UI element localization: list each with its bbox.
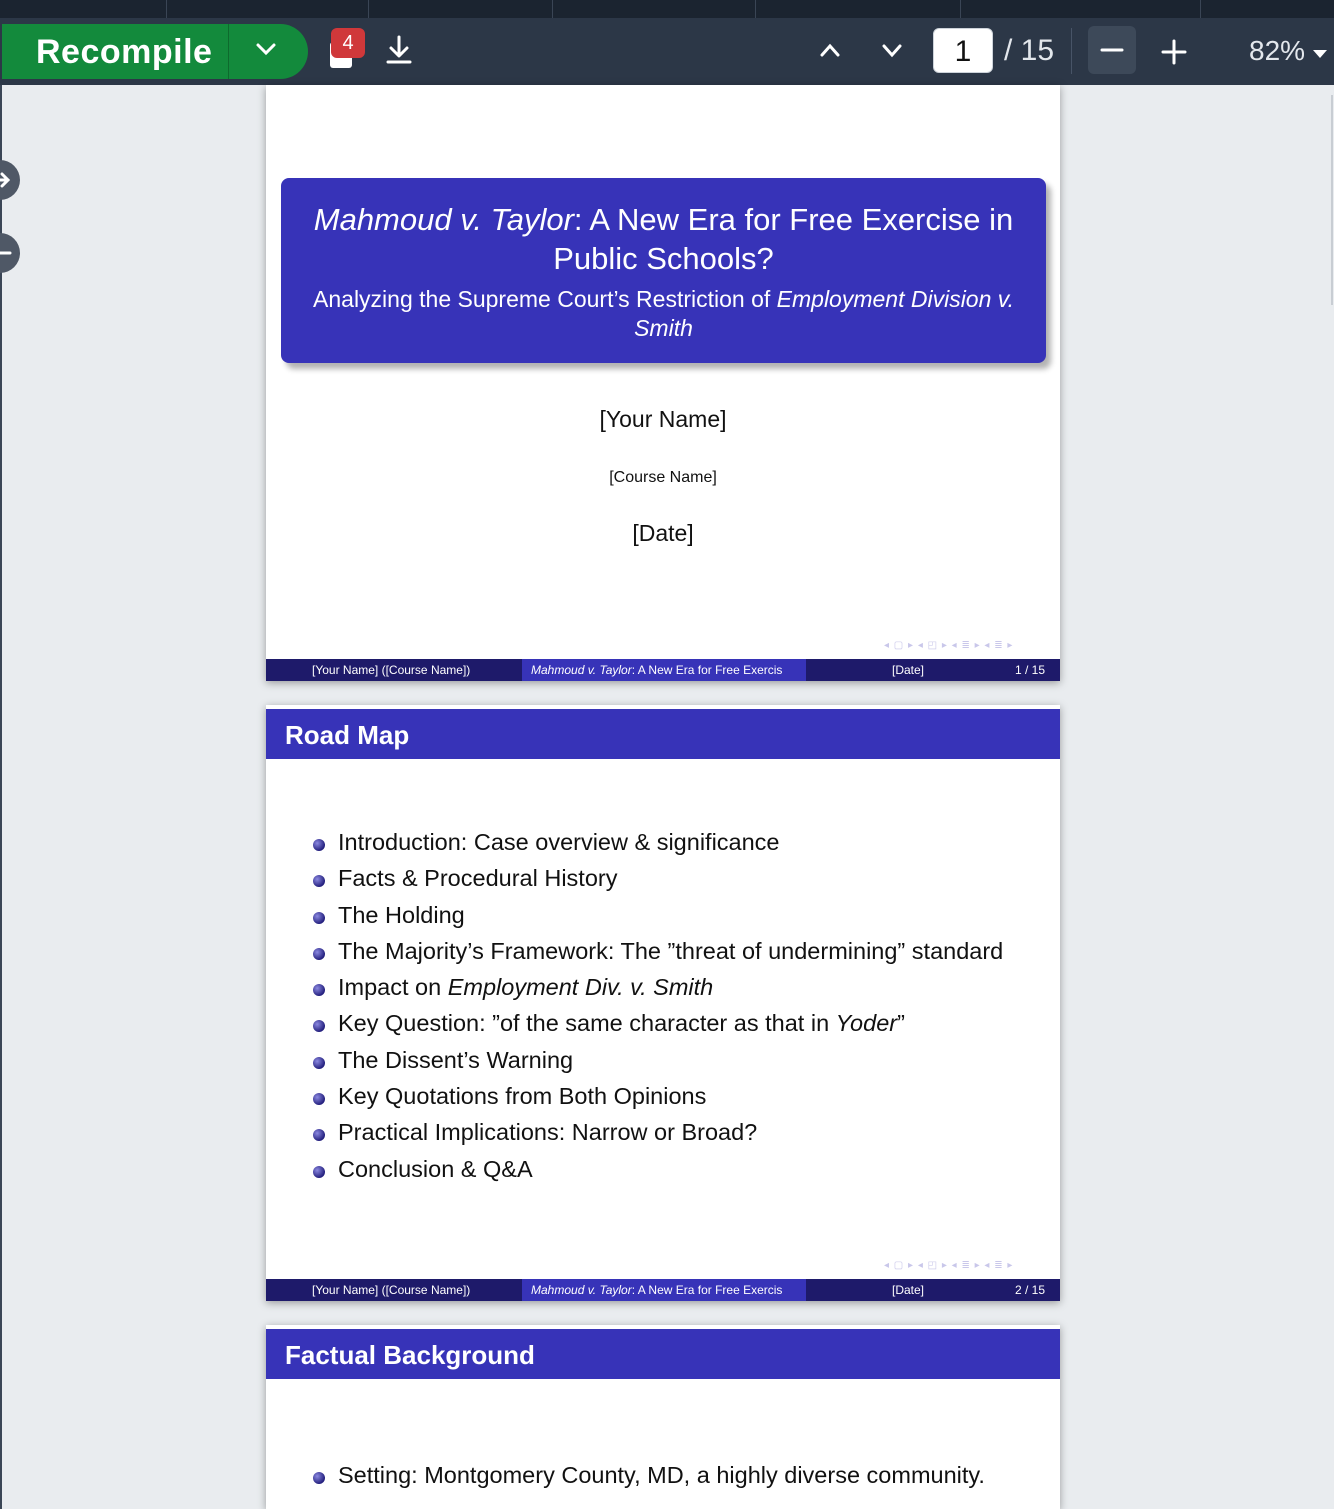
window-top-strip xyxy=(0,0,1334,18)
title-block xyxy=(281,178,1046,363)
minus-icon xyxy=(1088,26,1136,74)
footer-author: [Your Name] ([Course Name]) xyxy=(312,1283,471,1297)
bullet-icon xyxy=(313,1020,325,1032)
author-name: [Your Name] xyxy=(599,406,727,432)
recompile-button[interactable] xyxy=(2,24,308,79)
next-page-icon[interactable] xyxy=(880,40,904,65)
frame-title-bar xyxy=(266,709,1060,759)
caret-down-icon[interactable] xyxy=(1312,46,1328,64)
plus-icon xyxy=(1160,38,1188,66)
pdf-toolbar xyxy=(0,18,1334,85)
footer-date: [Date] xyxy=(892,1283,925,1297)
bullet-icon xyxy=(313,1472,325,1484)
scrollbar[interactable] xyxy=(1331,95,1333,305)
zoom-in-button[interactable] xyxy=(1160,38,1188,71)
slide-title: Mahmoud v. Taylor: A New Era for Free Exercise in Public Schools? xyxy=(313,202,1014,276)
footer-page-number: 2 / 15 xyxy=(1015,1283,1046,1297)
footer-date: [Date] xyxy=(892,663,925,677)
beamer-nav-icons[interactable]: ◂ ▢ ▸ ◂ ◰ ▸ ◂ ≣ ▸ ◂ ≣ ▸ xyxy=(884,640,1014,651)
editor-panel-edge[interactable] xyxy=(0,85,2,1509)
footer-author: [Your Name] ([Course Name]) xyxy=(312,663,471,677)
bullet-icon xyxy=(313,1057,325,1069)
bullet-icon xyxy=(313,1093,325,1105)
footer-title: Mahmoud v. Taylor: A New Era for Free Exercis xyxy=(531,1283,783,1297)
footer-page-number: 1 / 15 xyxy=(1015,663,1046,677)
pdf-page-1 xyxy=(266,85,1060,681)
error-count-badge[interactable]: 4 xyxy=(331,28,365,58)
zoom-level-select[interactable]: 82% xyxy=(1249,35,1306,66)
bullet-icon xyxy=(313,1129,325,1141)
expand-editor-icon[interactable] xyxy=(0,160,20,200)
bullet-icon xyxy=(313,948,325,960)
zoom-out-button[interactable] xyxy=(1088,26,1136,74)
course-name: [Course Name] xyxy=(609,469,717,486)
pdf-page-3: Factual Background Setting: Montgomery County, MD, a highly diverse community. xyxy=(266,1325,1060,1509)
chevron-down-icon[interactable] xyxy=(254,40,278,65)
slide-footer xyxy=(266,659,1060,681)
collapse-editor-icon[interactable] xyxy=(0,233,20,273)
pdf-page-2: Road Map Introduction: Case overview & significance Facts & Procedural History The Holding The Majority’s Framework: The ”threat of undermining” standard Impact on Employment Div. v. Smith Key Question: ”of the same character as that in Yoder” The Dissent’s Warning Key Quotations from Both Opinions Practical Implications: Narrow or Broad? Conclusion & Q&A ◂ ▢ ▸ ◂ ◰ ▸ ◂ ≣ ▸ ◂ ≣ ▸ [Your Name] ([Course Name]) Mahmoud v. Taylor: A New Era for Free Exercis [Date] 2 / 15 xyxy=(266,705,1060,1301)
recompile-label: Recompile xyxy=(36,33,213,71)
previous-page-icon[interactable] xyxy=(818,40,842,65)
footer-title: Mahmoud v. Taylor: A New Era for Free Exercis xyxy=(531,663,783,677)
presentation-date: [Date] xyxy=(632,520,694,546)
slide-subtitle: Analyzing the Supreme Court’s Restriction of Employment Division v. Smith xyxy=(313,286,1014,341)
bullet-icon xyxy=(313,1166,325,1178)
bullet-icon xyxy=(313,839,325,851)
bullet-icon xyxy=(313,912,325,924)
page-number-input[interactable]: 1 xyxy=(933,28,993,73)
frame-title: Factual Background xyxy=(285,1340,535,1370)
frame-title: Road Map xyxy=(285,720,410,750)
beamer-nav-icons[interactable]: ◂ ▢ ▸ ◂ ◰ ▸ ◂ ≣ ▸ ◂ ≣ ▸ xyxy=(884,1260,1014,1271)
slide-footer xyxy=(266,1279,1060,1301)
bullet-icon xyxy=(313,875,325,887)
frame-title-bar xyxy=(266,1329,1060,1379)
bullet-icon xyxy=(313,984,325,996)
download-icon[interactable] xyxy=(384,34,414,73)
page-total: / 15 xyxy=(1004,34,1055,67)
